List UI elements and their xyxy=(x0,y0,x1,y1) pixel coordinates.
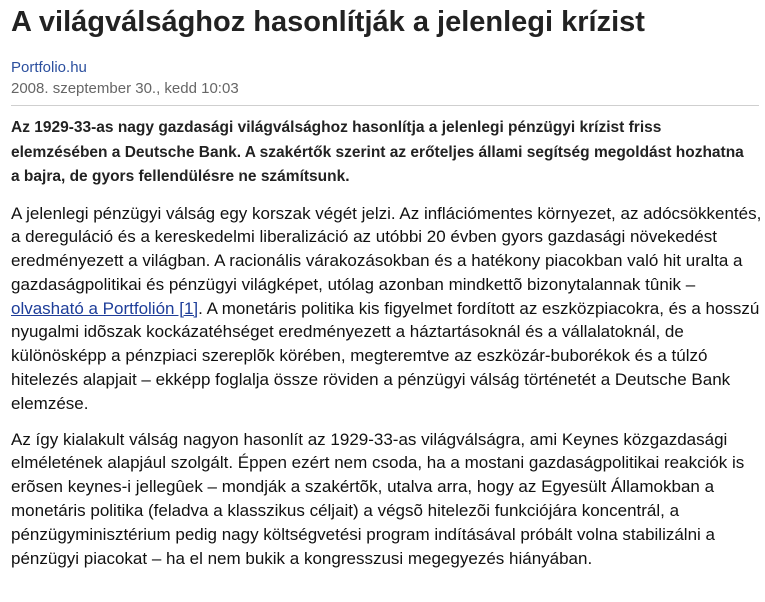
source-link[interactable]: Portfolio.hu xyxy=(11,59,87,76)
article-title: A világválsághoz hasonlítják a jelenlegi krízist xyxy=(11,6,645,38)
paragraph-1-text-after: . A monetáris politika kis figyelmet fordított az eszközpiacokra, és a hosszú nyugalmi idõszak kockázatéhséget eredményezett a háztartásoknál és a vállalatoknál, de különösképp a pénzpiaci szereplõk körében, megteremtve az eszközár-buborékok és a túlzó hitelezés alapjait – ekképp foglalja össze röviden a pénzügyi válság történetét a Deutsche Bank elemzése. xyxy=(11,298,760,413)
article-meta xyxy=(11,58,759,106)
paragraph-1-text-before: A jelenlegi pénzügyi válság egy korszak végét jelzi. Az inflációmentes környezet, az adócsökkentés, a dereguláció és a kereskedelmi liberalizáció az utóbbi 20 évben gyors gazdasági növekedést eredményezett a világban. A racionális várakozásokban és a hatékony piacokban való hit uralta a gazdaságpolitikai és pénzügyi világképet, utólag azonban mindkettõ bizonytalannak tûnik – xyxy=(11,203,762,294)
portfolio-source-link[interactable]: olvasható a Portfolión [1] xyxy=(11,298,199,318)
publish-date: 2008. szeptember 30., kedd 10:03 xyxy=(11,80,239,97)
article-lead: Az 1929-33-as nagy gazdasági világválsághoz hasonlítja a jelenlegi pénzügyi krízist friss elemzésében a Deutsche Bank. A szakértők szerint az erőteljes állami segítség megoldást hozhatna a bajra, de gyors fellendülésre ne számítsunk. xyxy=(11,119,744,185)
article-paragraph-2: Az így kialakult válság nagyon hasonlít az 1929-33-as világválságra, ami Keynes közgazdasági elméletének alapjául szolgált. Éppen ezért nem csoda, ha a mostani gazdaságpolitikai reakciók is erõsen keynes-i jellegûek – mondják a szakértõk, utalva arra, hogy az Egyesült Államokban a monetáris politika (feladva a klasszikus céljait) a végsõ hitelezõi funkciójára koncentrál, a pénzügyminisztérium pedig nagy költségvetési program indításával próbált volna stabilizálni a pénzügyi piacokat – ha el nem bukik a kongresszusi megegyezés hiányában. xyxy=(11,429,745,568)
article-paragraph-1 xyxy=(11,202,763,416)
